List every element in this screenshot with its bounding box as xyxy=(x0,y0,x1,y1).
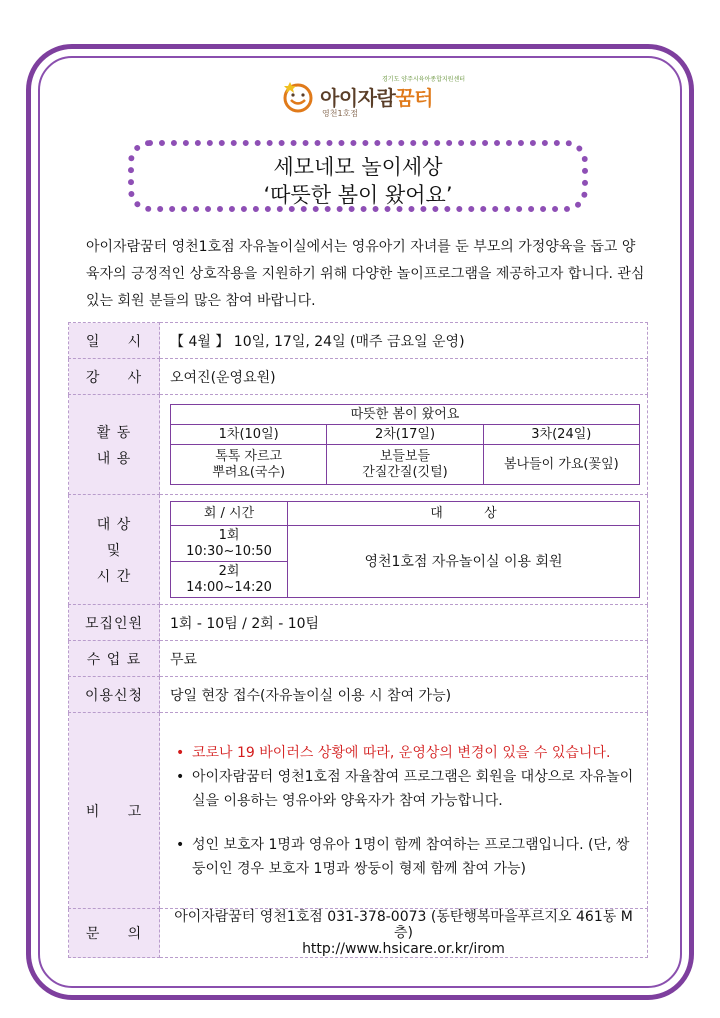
row-remarks xyxy=(69,713,648,909)
title-box xyxy=(128,140,588,212)
label-activity: 활 동 내 용 xyxy=(69,395,160,495)
target-col-audience-header: 대 상 xyxy=(288,502,640,526)
bullet-icon: • xyxy=(176,768,185,785)
target-table xyxy=(170,501,640,598)
label-date: 일 시 xyxy=(69,323,160,359)
title-line-2: ‘따뜻한 봄이 왔어요’ xyxy=(263,183,453,207)
activity-content-2: 보들보들 간질간질(깃털) xyxy=(327,445,483,485)
activity-round-3: 3차(24일) xyxy=(483,425,639,445)
label-apply: 이용신청 xyxy=(69,677,160,713)
row-activity xyxy=(69,395,648,495)
logo-brand-part2: 꿈터 xyxy=(395,86,433,110)
label-remarks: 비 고 xyxy=(69,713,160,909)
label-recruit: 모집인원 xyxy=(69,605,160,641)
row-date xyxy=(69,323,648,359)
logo-brand-part1: 아이자람 xyxy=(320,86,396,110)
value-remarks xyxy=(160,713,648,909)
spacer xyxy=(176,813,635,833)
activity-header: 따뜻한 봄이 왔어요 xyxy=(171,405,640,425)
remark-participation: • 성인 보호자 1명과 영유아 1명이 함께 참여하는 프로그램입니다. (단, 쌍둥이인 경우 보호자 1명과 쌍둥이 형제 함께 참여 가능) xyxy=(176,833,635,881)
target-slot-2: 2회 14:00~14:20 xyxy=(171,562,288,598)
activity-table xyxy=(170,404,640,485)
value-instructor: 오여진(운영요원) xyxy=(160,359,648,395)
target-audience: 영천1호점 자유놀이실 이용 회원 xyxy=(288,526,640,598)
activity-cell xyxy=(160,395,648,495)
remark-eligibility: • 아이자람꿈터 영천1호점 자율참여 프로그램은 회원을 대상으로 자유놀이실을 이용하는 영유아와 양육자가 참여 가능합니다. xyxy=(176,765,635,813)
logo-branch: 영천1호점 xyxy=(322,109,359,118)
logo-wordmark xyxy=(320,82,433,111)
row-contact xyxy=(69,909,648,958)
label-contact: 문 의 xyxy=(69,909,160,958)
value-recruit: 1회 - 10팀 / 2회 - 10팀 xyxy=(160,605,648,641)
row-recruit xyxy=(69,605,648,641)
info-table xyxy=(68,322,648,958)
label-instructor: 강 사 xyxy=(69,359,160,395)
contact-url-link[interactable]: http://www.hsicare.or.kr/irom xyxy=(302,941,505,957)
activity-content-1: 톡톡 자르고 뿌려요(국수) xyxy=(171,445,327,485)
target-slot-1: 1회 10:30~10:50 xyxy=(171,526,288,562)
activity-content-3: 봄나들이 가요(꽃잎) xyxy=(483,445,639,485)
row-target xyxy=(69,495,648,605)
value-apply: 당일 현장 접수(자유놀이실 이용 시 참여 가능) xyxy=(160,677,648,713)
value-fee: 무료 xyxy=(160,641,648,677)
bullet-icon: • xyxy=(176,744,185,761)
activity-round-2: 2차(17일) xyxy=(327,425,483,445)
row-apply xyxy=(69,677,648,713)
target-cell xyxy=(160,495,648,605)
row-fee xyxy=(69,641,648,677)
logo-tagline: 경기도 양주시육아종합지원센터 xyxy=(382,76,466,83)
smiley-face-icon xyxy=(280,78,316,114)
intro-paragraph: 아이자람꿈터 영천1호점 자유놀이실에서는 영유아기 자녀를 둔 부모의 가정양육을 돕고 양육자의 긍정적인 상호작용을 지원하기 위해 다양한 놀이프로그램을 제공하고자 합니다. 관심 있는 회원 분들의 많은 참여 바랍니다. xyxy=(86,239,645,309)
bullet-icon: • xyxy=(176,836,185,853)
title-line-1: 세모네모 놀이세상 xyxy=(273,155,443,179)
label-target: 대 상 및 시 간 xyxy=(69,495,160,605)
row-instructor xyxy=(69,359,648,395)
contact-phone-address: 아이자람꿈터 영천1호점 031-378-0073 (동탄행복마을푸르지오 461동 M층) xyxy=(174,909,633,941)
value-date: 【 4월 】 10일, 17일, 24일 (매주 금요일 운영) xyxy=(160,323,648,359)
activity-round-1: 1차(10일) xyxy=(171,425,327,445)
value-contact xyxy=(160,909,648,958)
logo xyxy=(280,72,470,122)
target-col-time-header: 회 / 시간 xyxy=(171,502,288,526)
remark-covid-notice: • 코로나 19 바이러스 상황에 따라, 운영상의 변경이 있을 수 있습니다. xyxy=(176,741,635,765)
label-fee: 수 업 료 xyxy=(69,641,160,677)
